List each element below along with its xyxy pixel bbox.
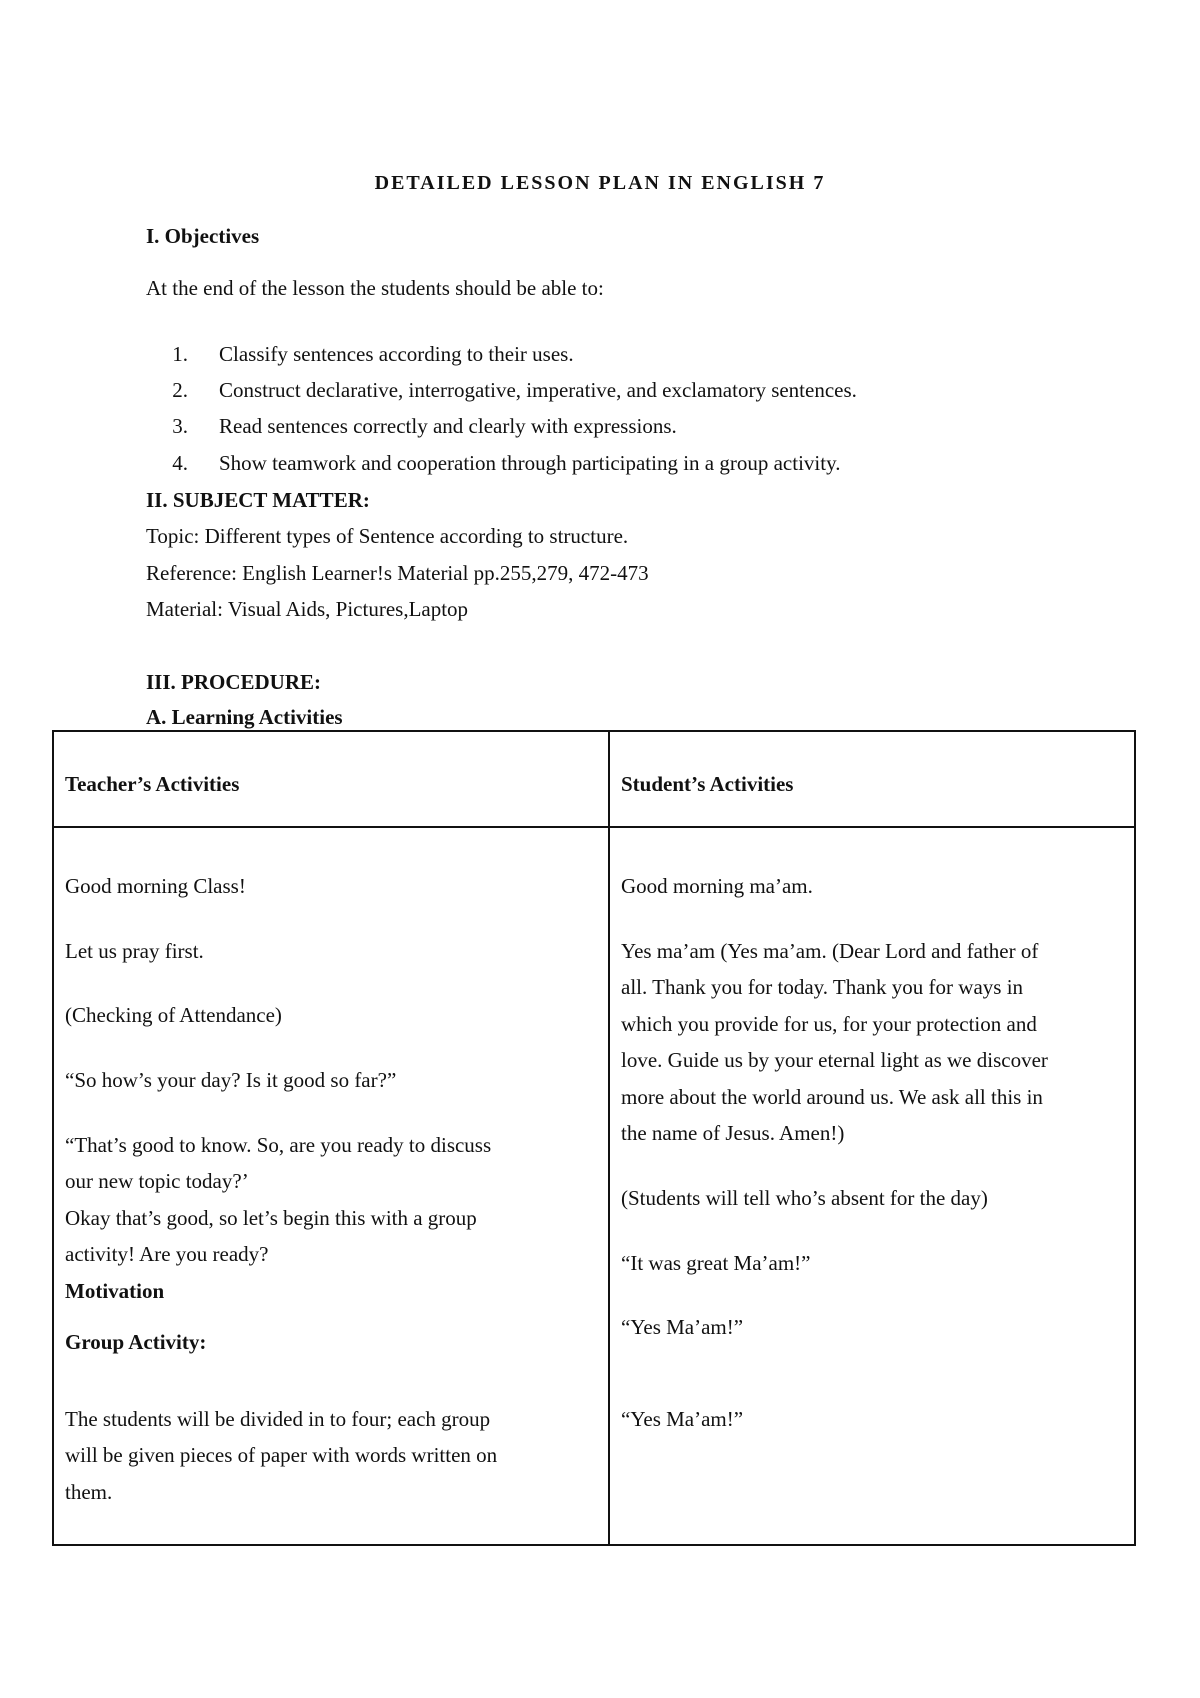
student-line: all. Thank you for today. Thank you for ways in — [621, 975, 1024, 999]
teacher-line: “So how’s your day? Is it good so far?” — [65, 1068, 397, 1092]
table-row — [53, 827, 1135, 1545]
student-line: the name of Jesus. Amen!) — [621, 1121, 845, 1145]
student-line: which you provide for us, for your protection and — [621, 1012, 1037, 1036]
student-line: love. Guide us by your eternal light as we discover — [621, 1048, 1048, 1072]
student-line: “Yes Ma’am!” — [621, 1315, 744, 1339]
student-line: Yes ma’am (Yes ma’am. (Dear Lord and father of — [621, 939, 1039, 963]
list-item-text: Show teamwork and cooperation through participating in a group activity. — [219, 451, 841, 475]
teacher-line: Good morning Class! — [65, 874, 246, 898]
learning-activities-table — [52, 730, 1136, 1546]
teacher-line: “That’s good to know. So, are you ready to discuss — [65, 1133, 492, 1157]
subject-topic: Topic: Different types of Sentence according to structure. — [146, 524, 629, 548]
subject-matter-heading: II. SUBJECT MATTER: — [146, 488, 370, 512]
list-item-number: 1. — [172, 342, 188, 366]
procedure-heading: III. PROCEDURE: — [146, 670, 322, 694]
list-item-number: 3. — [172, 414, 188, 438]
teacher-activities-cell — [53, 827, 609, 1545]
list-item-text: Construct declarative, interrogative, imperative, and exclamatory sentences. — [219, 378, 857, 402]
table-header-row — [53, 731, 1135, 827]
learning-activities-heading: A. Learning Activities — [146, 705, 343, 729]
group-activity-label: Group Activity: — [65, 1330, 207, 1354]
list-item-text: Read sentences correctly and clearly with expressions. — [219, 414, 677, 438]
teacher-line: Let us pray first. — [65, 939, 204, 963]
objectives-intro: At the end of the lesson the students should be able to: — [146, 276, 604, 300]
teacher-line: activity! Are you ready? — [65, 1242, 269, 1266]
teacher-header-cell — [53, 731, 609, 827]
subject-reference: Reference: English Learner!s Material pp.255,279, 472-473 — [146, 561, 649, 585]
student-line: (Students will tell who’s absent for the day) — [621, 1186, 988, 1210]
student-activities-cell — [609, 827, 1135, 1545]
student-activities-header: Student’s Activities — [621, 772, 794, 796]
objectives-heading: I. Objectives — [146, 224, 260, 248]
motivation-label: Motivation — [65, 1279, 165, 1303]
teacher-line: them. — [65, 1480, 113, 1504]
student-line: “Yes Ma’am!” — [621, 1407, 744, 1431]
subject-material: Material: Visual Aids, Pictures,Laptop — [146, 597, 469, 621]
teacher-line: The students will be divided in to four; each group — [65, 1407, 491, 1431]
student-line: “It was great Ma’am!” — [621, 1251, 811, 1275]
teacher-line: (Checking of Attendance) — [65, 1003, 282, 1027]
list-item-number: 4. — [172, 451, 188, 475]
teacher-line: will be given pieces of paper with words written on — [65, 1443, 498, 1467]
student-line: more about the world around us. We ask all this in — [621, 1085, 1043, 1109]
teacher-line: Okay that’s good, so let’s begin this with a group — [65, 1206, 477, 1230]
teacher-activities-header: Teacher’s Activities — [65, 772, 240, 796]
list-item-text: Classify sentences according to their uses. — [219, 342, 574, 366]
student-line: Good morning ma’am. — [621, 874, 813, 898]
list-item-number: 2. — [172, 378, 188, 402]
teacher-line: our new topic today?’ — [65, 1169, 249, 1193]
document-title: DETAILED LESSON PLAN IN ENGLISH 7 — [374, 172, 826, 194]
student-header-cell — [609, 731, 1135, 827]
